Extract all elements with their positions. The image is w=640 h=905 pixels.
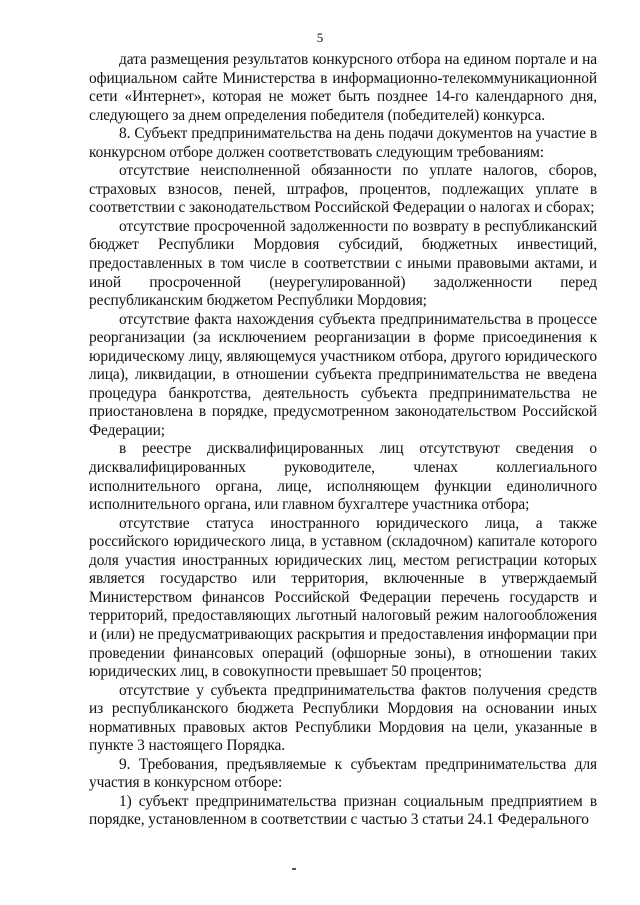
paragraph-no-reorganization: отсутствие факта нахождения субъекта предпринимательства в процессе реорганизации (за исключением реорганизации в форме присоединения к юридическому лицу, являющемуся участником отбора, другого юридического лица), ликвидации, в отношении субъекта предпринимательства не введена процедура банкротства, деятельность субъекта предпринимательства не приостановлена в порядке, предусмотренном законодательством Российской Федерации; [89, 310, 597, 439]
page-number: 5 [316, 30, 324, 45]
paragraph-result-publication: дата размещения результатов конкурсного отбора на едином портале и на официальном сайте Министерства в информационно-телекоммуникационной сети «Интернет», которая не может быть позднее 14-го календарного дня, следующего за днем определения победителя (победителей) конкурса. [89, 51, 597, 124]
paragraph-item-9: 9. Требования, предъявляемые к субъектам предпринимательства для участия в конкурсном отборе: [89, 755, 597, 792]
paragraph-foreign-status: отсутствие статуса иностранного юридического лица, а также российского юридического лица, в уставном (складочном) капитале которого доля участия иностранных юридических лиц, местом регистрации которых является государство или территория, включенные в утверждаемый Министерством финансов Российской Федерации перечень государств и территорий, предоставляющих льготный налоговый режим налогообложения и (или) не предусматривающих раскрытия и предоставления информации при проведении финансовых операций (офшорные зоны), в отношении таких юридических лиц, в совокупности превышает 50 процентов; [89, 514, 597, 681]
paragraph-item-9-1: 1) субъект предпринимательства признан социальным предприятием в порядке, установленном в соответствии с частью 3 статьи 24.1 Федерального [89, 792, 597, 829]
paragraph-no-overdue-debt: отсутствие просроченной задолженности по возврату в республиканский бюджет Республики Мордовия субсидий, бюджетных инвестиций, предоставленных в том числе в соответствии с иными правовыми актами, и иной просроченной (неурегулированной) задолженности перед республиканским бюджетом Республики Мордовия; [89, 217, 597, 310]
paragraph-no-other-funding: отсутствие у субъекта предпринимательства фактов получения средств из республиканского бюджета Республики Мордовия на основании иных нормативных правовых актов Республики Мордовия на цели, указанные в пункте 3 настоящего Порядка. [89, 681, 597, 755]
paragraph-item-8: 8. Субъект предпринимательства на день подачи документов на участие в конкурсном отборе должен соответствовать следующим требованиям: [89, 125, 597, 161]
scan-mark [292, 868, 296, 870]
paragraph-disqualified-registry: в реестре дисквалифицированных лиц отсутствуют сведения о дисквалифицированных руководителе, членах коллегиального исполнительного органа, лице, исполняющем функции единоличного исполнительного органа, или главном бухгалтере участника отбора; [89, 440, 597, 514]
document-body [89, 51, 597, 830]
paragraph-no-tax-debt: отсутствие неисполненной обязанности по уплате налогов, сборов, страховых взносов, пеней, штрафов, процентов, подлежащих уплате в соответствии с законодательством Российской Федерации о налогах и сборах; [89, 162, 597, 217]
